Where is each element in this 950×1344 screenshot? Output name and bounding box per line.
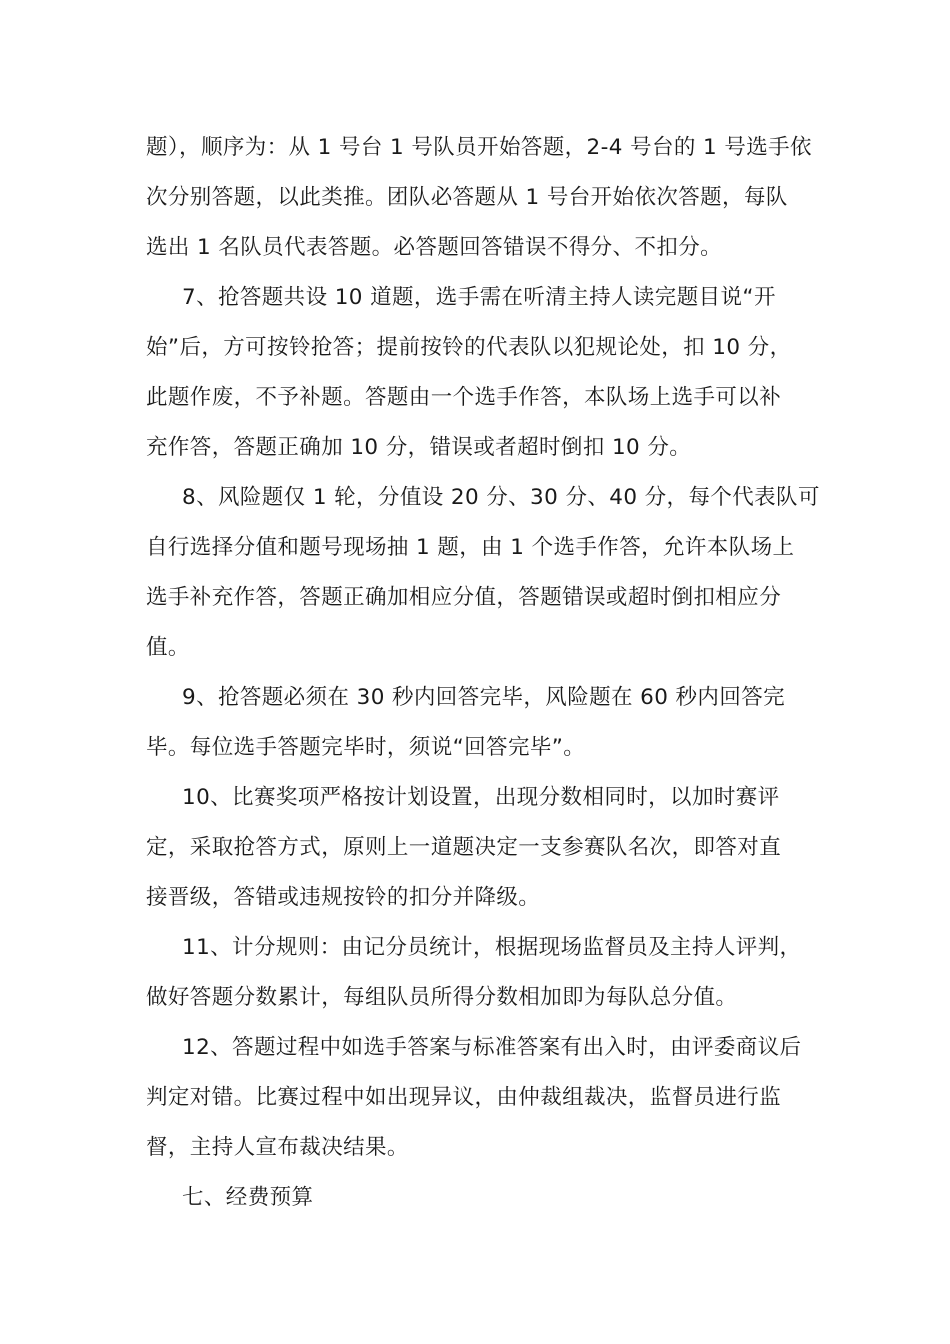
- text-line-20: 判定对错。比赛过程中如出现异议，由仲裁组裁决，监督员进行监: [146, 1085, 782, 1110]
- text-line-21: 督，主持人宣布裁决结果。: [146, 1135, 409, 1160]
- text-line-6: 此题作废，不予补题。答题由一个选手作答，本队场上选手可以补: [146, 385, 782, 410]
- text-line-2: 次分别答题，以此类推。团队必答题从 1 号台开始依次答题，每队: [146, 185, 788, 210]
- text-line-10: 选手补充作答，答题正确加相应分值，答题错误或超时倒扣相应分: [146, 585, 782, 610]
- text-line-3: 选出 1 名队员代表答题。必答题回答错误不得分、不扣分。: [146, 235, 723, 260]
- text-line-11: 值。: [146, 635, 190, 660]
- text-line-8: 8、风险题仅 1 轮，分值设 20 分、30 分、40 分，每个代表队可: [182, 485, 820, 510]
- section-heading-budget: 七、经费预算: [182, 1185, 314, 1210]
- text-line-19: 12、答题过程中如选手答案与标准答案有出入时，由评委商议后: [182, 1035, 802, 1060]
- text-line-9: 自行选择分值和题号现场抽 1 题，由 1 个选手作答，允许本队场上: [146, 535, 795, 560]
- text-line-15: 定，采取抢答方式，原则上一道题决定一支参赛队名次，即答对直: [146, 835, 782, 860]
- text-line-16: 接晋级，答错或违规按铃的扣分并降级。: [146, 885, 541, 910]
- text-line-4: 7、抢答题共设 10 道题，选手需在听清主持人读完题目说“开: [182, 285, 776, 310]
- text-line-1: 题），顺序为：从 1 号台 1 号队员开始答题，2-4 号台的 1 号选手依: [146, 135, 812, 160]
- text-line-5: 始”后，方可按铃抢答；提前按铃的代表队以犯规论处，扣 10 分，: [146, 335, 792, 360]
- text-line-17: 11、计分规则：由记分员统计，根据现场监督员及主持人评判，: [182, 935, 802, 960]
- text-line-18: 做好答题分数累计，每组队员所得分数相加即为每队总分值。: [146, 985, 738, 1010]
- text-line-12: 9、抢答题必须在 30 秒内回答完毕，风险题在 60 秒内回答完: [182, 685, 786, 710]
- text-line-13: 毕。每位选手答题完毕时，须说“回答完毕”。: [146, 735, 586, 760]
- text-line-7: 充作答，答题正确加 10 分，错误或者超时倒扣 10 分。: [146, 435, 692, 460]
- text-line-14: 10、比赛奖项严格按计划设置，出现分数相同时，以加时赛评: [182, 785, 780, 810]
